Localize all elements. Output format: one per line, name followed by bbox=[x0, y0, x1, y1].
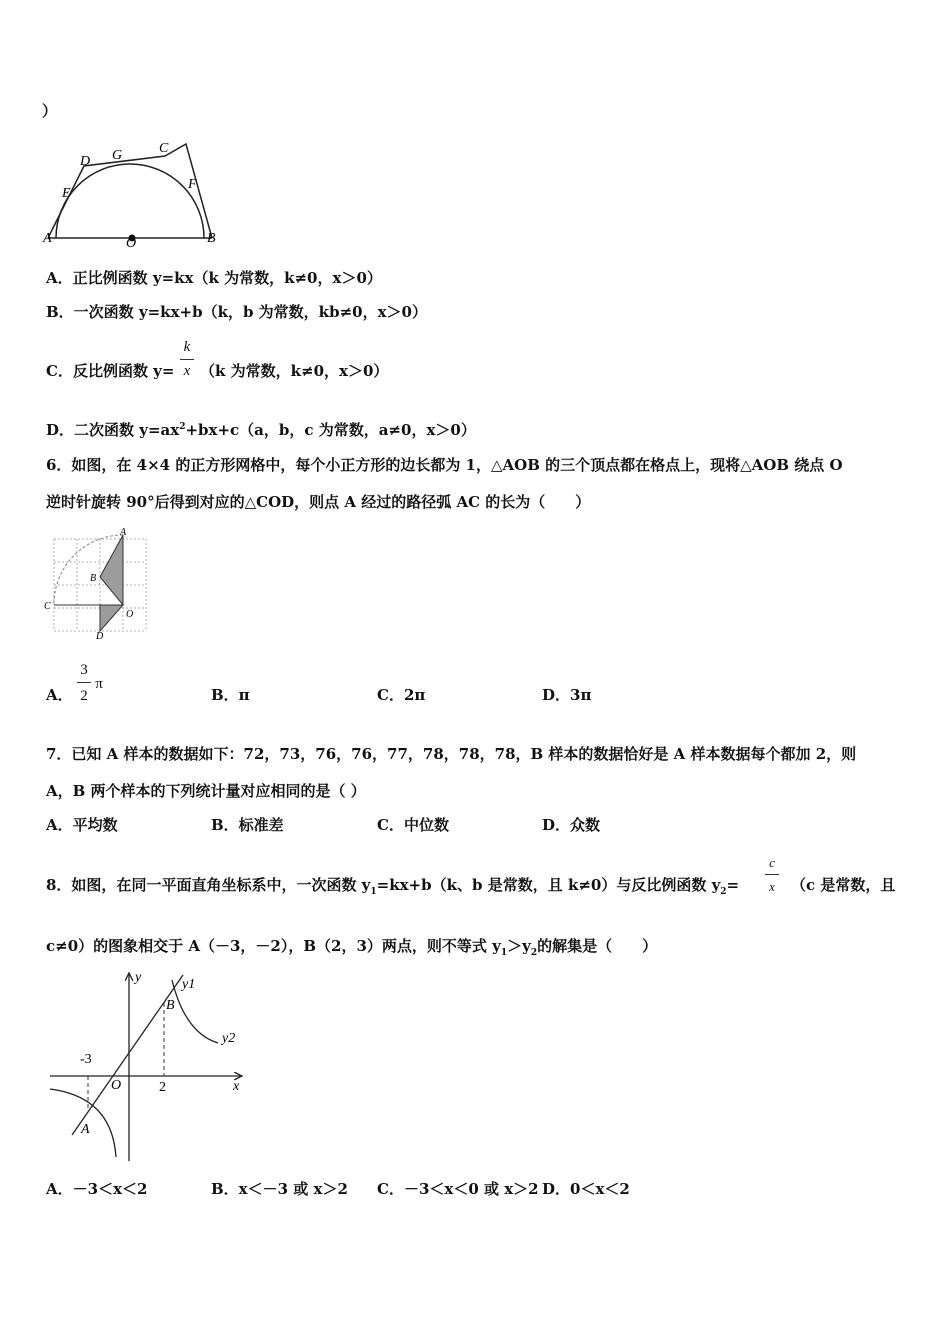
q6-option-a-pi: π bbox=[95, 676, 103, 692]
q5-option-c-prefix: C．反比例函数 y= bbox=[46, 362, 175, 380]
q8-line1-prefix: 8．如图，在同一平面直角坐标系中，一次函数 y bbox=[46, 876, 371, 894]
q8-line1-mid: =kx+b（k、b 是常数，且 k≠0）与反比例函数 y bbox=[376, 876, 721, 894]
q8-option-d: D．0＜x＜2 bbox=[542, 1180, 630, 1198]
fig6-label-a: A bbox=[120, 527, 127, 538]
q8-fraction-numerator: c bbox=[769, 855, 775, 870]
fig8-label-y1: y1 bbox=[182, 977, 196, 992]
fig5-label-d: D bbox=[80, 154, 91, 169]
q6-option-a-numerator: 3 bbox=[80, 662, 88, 678]
fig5-label-e: E bbox=[62, 186, 71, 201]
q5-option-d bbox=[46, 423, 476, 438]
q5-option-c-suffix: （k 为常数，k≠0，x＞0） bbox=[200, 362, 389, 380]
q8-line1-sub2: 2 bbox=[720, 887, 727, 897]
fig5-label-b: B bbox=[207, 231, 216, 246]
fig8-label-b: B bbox=[166, 998, 175, 1013]
q8-option-a: A．－3＜x＜2 bbox=[46, 1180, 148, 1198]
q6-figure-grid bbox=[40, 525, 155, 640]
q8-stem-line2 bbox=[46, 939, 657, 958]
q8-figure-graph bbox=[40, 965, 255, 1170]
q7-option-b: B．标准差 bbox=[211, 816, 284, 834]
fig5-label-a: A bbox=[43, 231, 52, 246]
fig6-label-d: D bbox=[96, 631, 104, 640]
q6-stem-line1: 6．如图，在 4×4 的正方形网格中，每个小正方形的边长都为 1，△AOB 的三个顶点都在格点上，现将△AOB 绕点 O bbox=[46, 456, 843, 474]
q8-line2-suffix: 的解集是（ ） bbox=[537, 937, 658, 955]
q8-option-b: B．x＜－3 或 x＞2 bbox=[211, 1180, 348, 1198]
fig8-label-x-axis: x bbox=[233, 1079, 240, 1094]
q7-option-d: D．众数 bbox=[542, 816, 601, 834]
q6-option-b: B．π bbox=[211, 686, 250, 704]
fig8-label-minus3: -3 bbox=[80, 1052, 92, 1067]
q8-line1-suffix: （c 是常数，且 bbox=[791, 876, 896, 894]
fig8-label-origin: O bbox=[111, 1078, 122, 1093]
fig8-label-two: 2 bbox=[159, 1080, 166, 1095]
fig6-label-c: C bbox=[44, 601, 51, 612]
q5-option-b: B．一次函数 y=kx+b（k，b 为常数，kb≠0，x＞0） bbox=[46, 303, 427, 321]
fig5-label-f: F bbox=[188, 177, 197, 192]
q5-option-d-suffix: +bx+c（a，b，c 为常数，a≠0，x＞0） bbox=[185, 421, 476, 439]
fig6-label-b: B bbox=[90, 573, 97, 584]
q6-stem-line2: 逆时针旋转 90°后得到对应的△COD，则点 A 经过的路径弧 AC 的长为（ ） bbox=[46, 493, 591, 511]
q8-line1-eq: = bbox=[726, 876, 740, 894]
q8-line2-sub1: 1 bbox=[500, 948, 508, 958]
fig8-label-y2: y2 bbox=[222, 1031, 236, 1046]
q7-stem-line2: A，B 两个样本的下列统计量对应相同的是（ ） bbox=[46, 782, 366, 800]
q7-option-c: C．中位数 bbox=[377, 816, 449, 834]
q8-line2-prefix: c≠0）的图象相交于 A（－3，－2），B（2，3）两点，则不等式 y bbox=[46, 937, 501, 955]
q6-option-a-label: A． bbox=[46, 686, 73, 704]
fig5-label-o: O bbox=[126, 236, 137, 250]
q5-option-d-prefix: D．二次函数 y=ax bbox=[46, 421, 180, 439]
q7-stem-line1: 7．已知 A 样本的数据如下：72，73，76，76，77，78，78，78，B 样本的数据恰好是 A 样本数据每个都加 2，则 bbox=[46, 745, 857, 763]
q8-fraction-bar bbox=[765, 874, 779, 875]
q8-line1-sub1: 1 bbox=[370, 887, 377, 897]
q8-line2-sub2: 2 bbox=[530, 948, 538, 958]
fig8-label-a: A bbox=[81, 1122, 90, 1137]
fig8-label-y-axis: y bbox=[135, 970, 142, 985]
q5-close-paren: ） bbox=[42, 102, 58, 120]
q8-line2-gt: ＞y bbox=[507, 937, 531, 955]
q7-option-a: A．平均数 bbox=[46, 816, 118, 834]
q8-fraction-denominator: x bbox=[769, 879, 775, 894]
q5-option-c-numerator: k bbox=[183, 339, 191, 355]
q5-figure-semicircle bbox=[40, 135, 230, 250]
q5-option-a: A．正比例函数 y=kx（k 为常数，k≠0，x＞0） bbox=[46, 269, 382, 287]
q5-option-c-fraction-bar bbox=[180, 359, 194, 360]
fig6-label-o: O bbox=[126, 609, 134, 620]
q8-stem-line1 bbox=[46, 878, 739, 897]
q5-option-c-denominator: x bbox=[183, 363, 191, 379]
q6-option-d: D．3π bbox=[542, 686, 592, 704]
q8-option-c: C．－3＜x＜0 或 x＞2 bbox=[377, 1180, 539, 1198]
q6-option-c: C．2π bbox=[377, 686, 426, 704]
fig5-label-c: C bbox=[159, 141, 169, 156]
fig5-label-g: G bbox=[112, 148, 123, 163]
q6-option-a-denominator: 2 bbox=[80, 688, 88, 704]
q6-option-a-fraction-bar bbox=[77, 682, 91, 683]
q5-option-d-sup: 2 bbox=[179, 422, 186, 432]
